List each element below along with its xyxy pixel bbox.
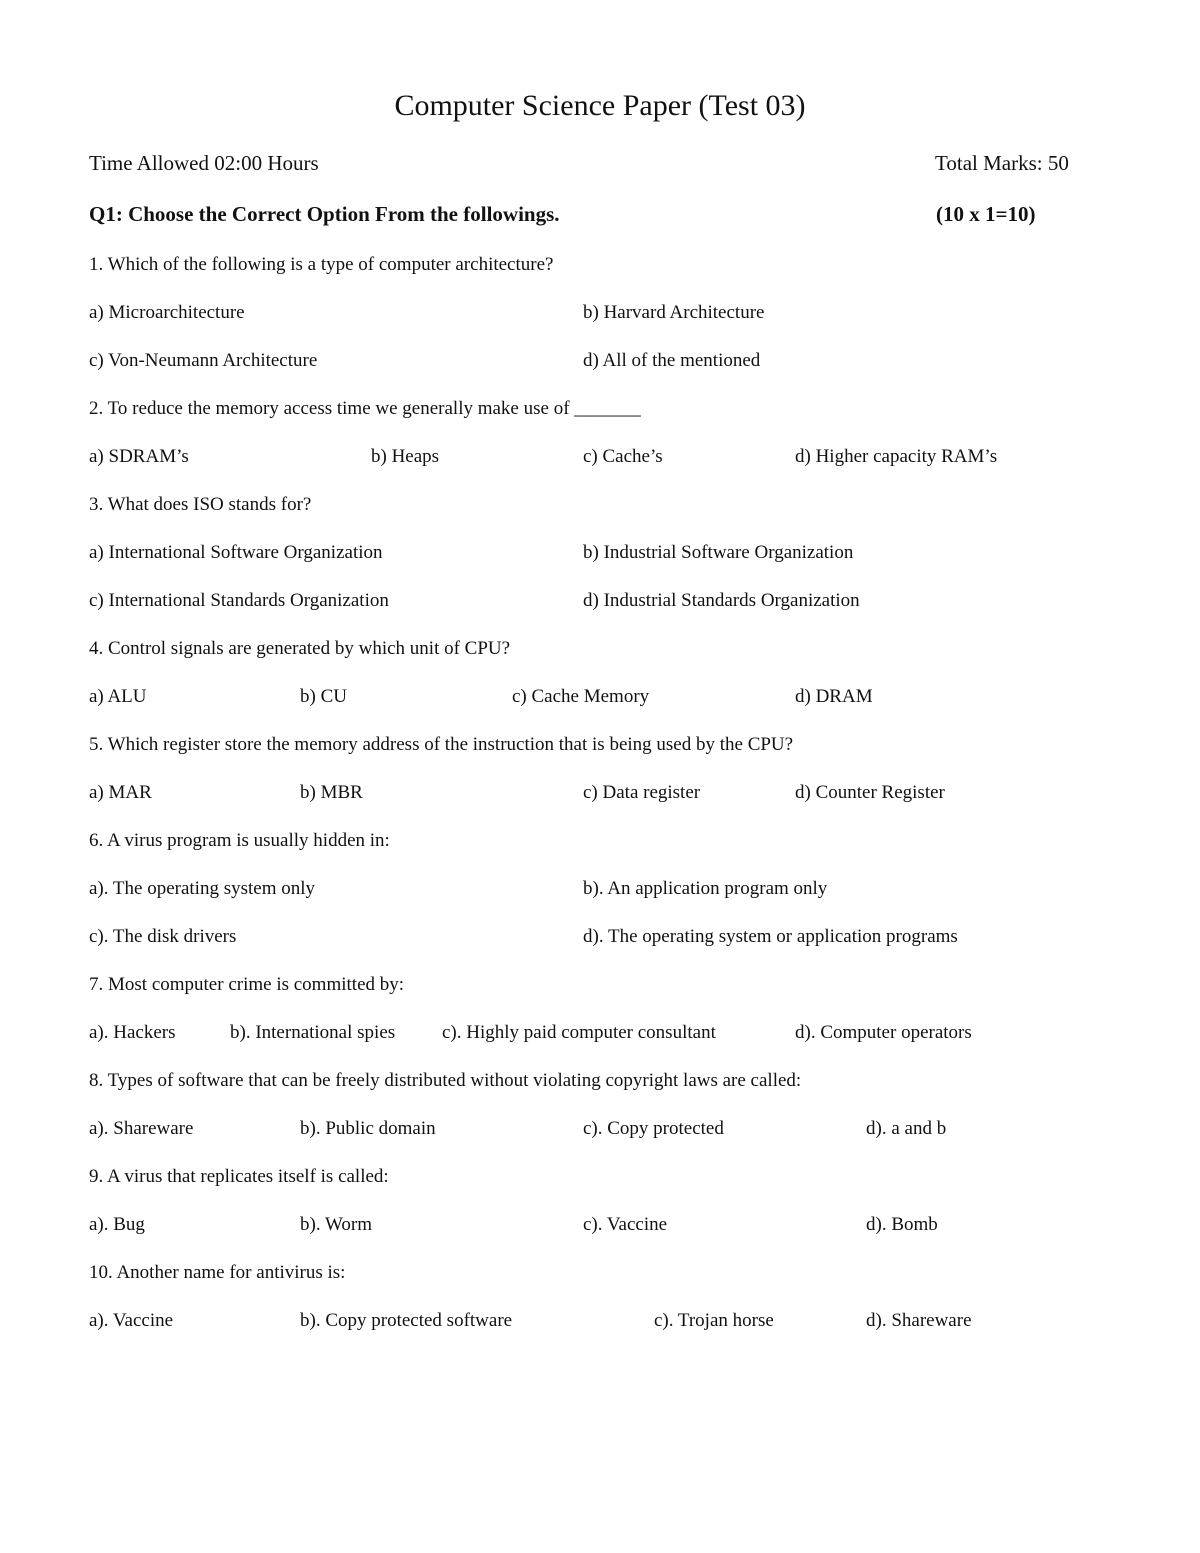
option-3a: a) International Software Organization <box>89 542 383 563</box>
section-heading: Q1: Choose the Correct Option From the followings. <box>89 202 560 226</box>
option-9b: b). Worm <box>300 1214 373 1235</box>
option-2d: d) Higher capacity RAM’s <box>795 446 998 467</box>
option-8a: a). Shareware <box>89 1118 194 1139</box>
option-8d: d). a and b <box>866 1118 947 1139</box>
option-1b: b) Harvard Architecture <box>583 302 765 323</box>
option-4d: d) DRAM <box>795 686 873 707</box>
option-1d: d) All of the mentioned <box>583 350 761 371</box>
option-9a: a). Bug <box>89 1214 145 1235</box>
question-3: 3. What does ISO stands for? <box>89 494 312 515</box>
option-5a: a) MAR <box>89 782 152 803</box>
section-marks: (10 x 1=10) <box>936 202 1036 226</box>
option-10a: a). Vaccine <box>89 1310 174 1331</box>
option-7a: a). Hackers <box>89 1022 176 1043</box>
option-10b: b). Copy protected software <box>300 1310 513 1331</box>
option-4b: b) CU <box>300 686 347 707</box>
time-allowed: Time Allowed 02:00 Hours <box>89 151 319 175</box>
page-title: Computer Science Paper (Test 03) <box>394 89 806 122</box>
option-6c: c). The disk drivers <box>89 926 237 947</box>
option-7c: c). Highly paid computer consultant <box>442 1022 716 1043</box>
option-3d: d) Industrial Standards Organization <box>583 590 860 611</box>
total-marks: Total Marks: 50 <box>935 151 1069 175</box>
option-5c: c) Data register <box>583 782 701 803</box>
option-6d: d). The operating system or application programs <box>583 926 958 947</box>
question-9: 9. A virus that replicates itself is called: <box>89 1166 389 1187</box>
option-6b: b). An application program only <box>583 878 828 899</box>
question-7: 7. Most computer crime is committed by: <box>89 974 405 995</box>
option-2b: b) Heaps <box>371 446 440 467</box>
option-1a: a) Microarchitecture <box>89 302 245 323</box>
option-6a: a). The operating system only <box>89 878 316 899</box>
option-10d: d). Shareware <box>866 1310 972 1331</box>
question-2: 2. To reduce the memory access time we generally make use of _______ <box>89 398 641 419</box>
question-10: 10. Another name for antivirus is: <box>89 1262 346 1283</box>
option-5b: b) MBR <box>300 782 363 803</box>
option-9d: d). Bomb <box>866 1214 938 1235</box>
option-2c: c) Cache’s <box>583 446 663 467</box>
option-10c: c). Trojan horse <box>654 1310 774 1331</box>
option-7d: d). Computer operators <box>795 1022 972 1043</box>
option-2a: a) SDRAM’s <box>89 446 189 467</box>
question-5: 5. Which register store the memory address of the instruction that is being used by the CPU? <box>89 734 794 755</box>
question-8: 8. Types of software that can be freely distributed without violating copyright laws are called: <box>89 1070 802 1091</box>
option-1c: c) Von-Neumann Architecture <box>89 350 318 371</box>
option-3c: c) International Standards Organization <box>89 590 389 611</box>
question-4: 4. Control signals are generated by which unit of CPU? <box>89 638 511 659</box>
option-5d: d) Counter Register <box>795 782 945 803</box>
option-8b: b). Public domain <box>300 1118 436 1139</box>
option-9c: c). Vaccine <box>583 1214 668 1235</box>
option-7b: b). International spies <box>230 1022 396 1043</box>
question-1: 1. Which of the following is a type of computer architecture? <box>89 254 554 275</box>
question-6: 6. A virus program is usually hidden in: <box>89 830 390 851</box>
option-4a: a) ALU <box>89 686 147 707</box>
option-4c: c) Cache Memory <box>512 686 650 707</box>
option-3b: b) Industrial Software Organization <box>583 542 854 563</box>
option-8c: c). Copy protected <box>583 1118 724 1139</box>
